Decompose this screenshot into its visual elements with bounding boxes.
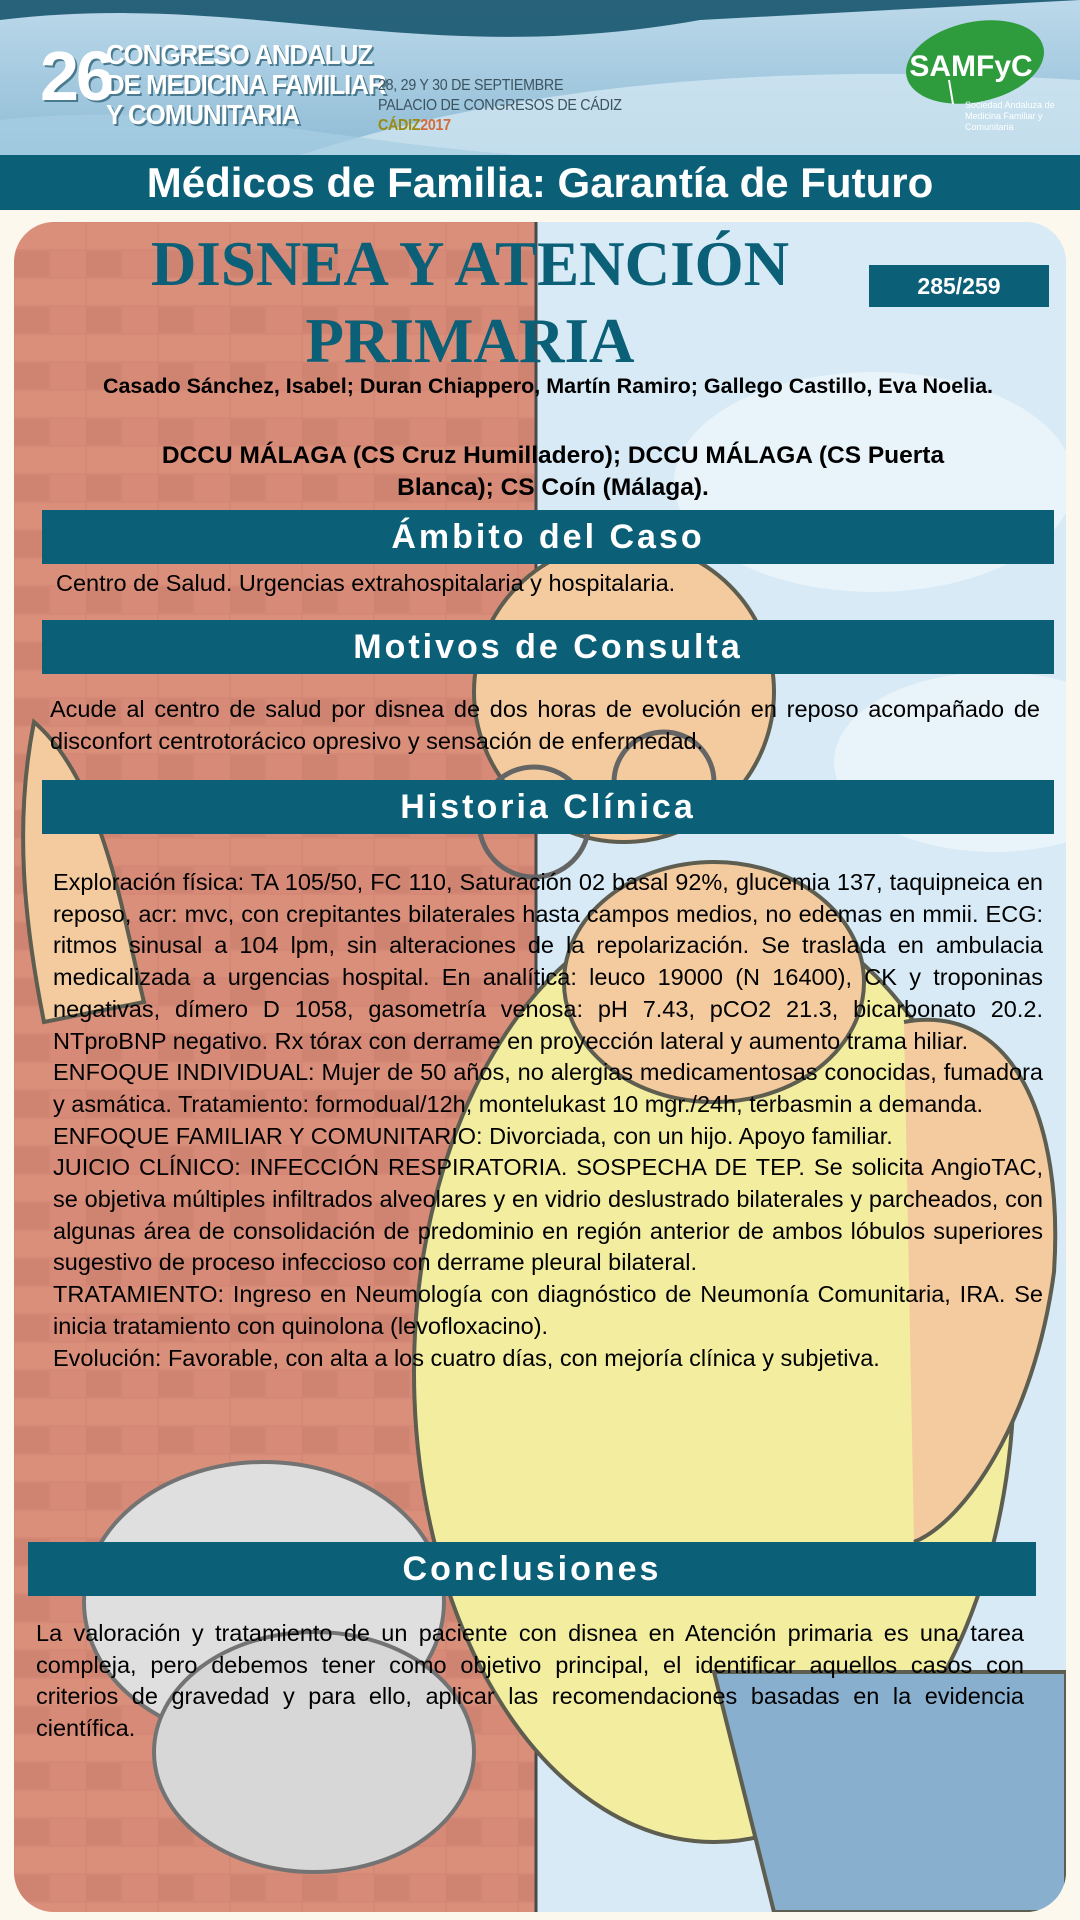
- historia-paragraph: JUICIO CLÍNICO: INFECCIÓN RESPIRATORIA. SOSPECHA DE TEP. Se solicita AngioTAC, se objetiva múltiples infiltrados alveolares y en vidrio deslustrado bilaterales y parcheados, con algunas área de consolidación de predominio en región anterior de ambos lóbulos superiores sugestivo de proceso infeccioso con derrame pleural bilateral.: [53, 1154, 1043, 1276]
- congress-title: [106, 39, 386, 130]
- poster-code-badge: 285/259: [869, 265, 1049, 307]
- section-text-ambito: Centro de Salud. Urgencias extrahospitalaria y hospitalaria.: [56, 570, 676, 596]
- historia-paragraph: ENFOQUE FAMILIAR Y COMUNITARIO: Divorciada, con un hijo. Apoyo familiar.: [53, 1122, 893, 1149]
- congress-title-line: DE MEDICINA FAMILIAR: [106, 69, 386, 100]
- section-text-historia: [53, 867, 1043, 1374]
- samfyc-logo-text: SAMFyC: [909, 50, 1033, 83]
- samfyc-logo-subtitle: Sociedad Andaluza de Medicina Familiar y Comunitaria: [965, 100, 1055, 132]
- section-text-conclusiones: La valoración y tratamiento de un paciente con disnea en Atención primaria es una tarea compleja, pero debemos tener como objetivo principal, el identificar aquellos casos con criterios de gravedad y para ello, aplicar las recomendaciones basadas en la evidencia científica.: [36, 1620, 1024, 1742]
- historia-paragraph: ENFOQUE INDIVIDUAL: Mujer de 50 años, no alergias medicamentosas conocidas, fumadora y asmática. Tratamiento: formodual/12h, montelukast 10 mgr./24h, terbasmin a demanda.: [53, 1059, 1043, 1117]
- section-heading-historia: Historia Clínica: [42, 780, 1054, 834]
- congress-venue: PALACIO DE CONGRESOS DE CÁDIZ: [378, 97, 622, 114]
- congress-title-line: Y COMUNITARIA: [106, 99, 300, 130]
- poster-affiliation: DCCU MÁLAGA (CS Cruz Humilladero); DCCU MÁLAGA (CS Puerta Blanca); CS Coín (Málaga).: [161, 442, 945, 501]
- congress-year: 2017: [420, 117, 451, 134]
- historia-paragraph: Exploración física: TA 105/50, FC 110, Saturación 02 basal 92%, glucemia 137, taquipneica en reposo, acr: mvc, con crepitantes bilaterales hasta campos medios, no edemas en mmii. ECG: ritmos sinusal a 104 lpm, sin alteraciones de la repolarización. Se traslada en ambulacia medicalizada a urgencias hospital. En analítica: leuco 19000 (N 16400), CK y troponinas negativas, dímero D 1058, gasometría venosa: pH 7.43, pCO2 21.3, bicarbonato 20.2. NTproBNP negativo. Rx tórax con derrame en proyección lateral y aumento trama hiliar.: [53, 869, 1043, 1054]
- samfyc-logo: [903, 18, 1045, 106]
- congress-subtitle: Médicos de Familia: Garantía de Futuro: [0, 155, 1080, 210]
- section-heading-motivos: Motivos de Consulta: [42, 620, 1054, 674]
- congress-city: CÁDIZ: [378, 117, 421, 134]
- congress-info: [378, 76, 622, 136]
- historia-paragraph: Evolución: Favorable, con alta a los cuatro días, con mejoría clínica y subjetiva.: [53, 1344, 880, 1371]
- section-text-motivos: Acude al centro de salud por disnea de dos horas de evolución en reposo acompañado de disconfort centrotorácico opresivo y sensación de enfermedad.: [50, 696, 1040, 754]
- congress-city-year: [378, 116, 622, 136]
- congress-dates: 28, 29 Y 30 DE SEPTIEMBRE: [378, 77, 564, 94]
- congress-number: 26: [40, 37, 112, 115]
- congress-title-line: CONGRESO ANDALUZ: [106, 39, 373, 70]
- poster-title: DISNEA Y ATENCIÓN PRIMARIA: [150, 229, 790, 376]
- poster-authors: Casado Sánchez, Isabel; Duran Chiappero, Martín Ramiro; Gallego Castillo, Eva Noelia.: [102, 374, 994, 398]
- section-heading-ambito: Ámbito del Caso: [42, 510, 1054, 564]
- section-heading-conclusiones: Conclusiones: [28, 1542, 1036, 1596]
- historia-paragraph: TRATAMIENTO: Ingreso en Neumología con diagnóstico de Neumonía Comunitaria, IRA. Se inicia tratamiento con quinolona (levofloxacino).: [53, 1281, 1043, 1339]
- congress-header: [0, 0, 1080, 155]
